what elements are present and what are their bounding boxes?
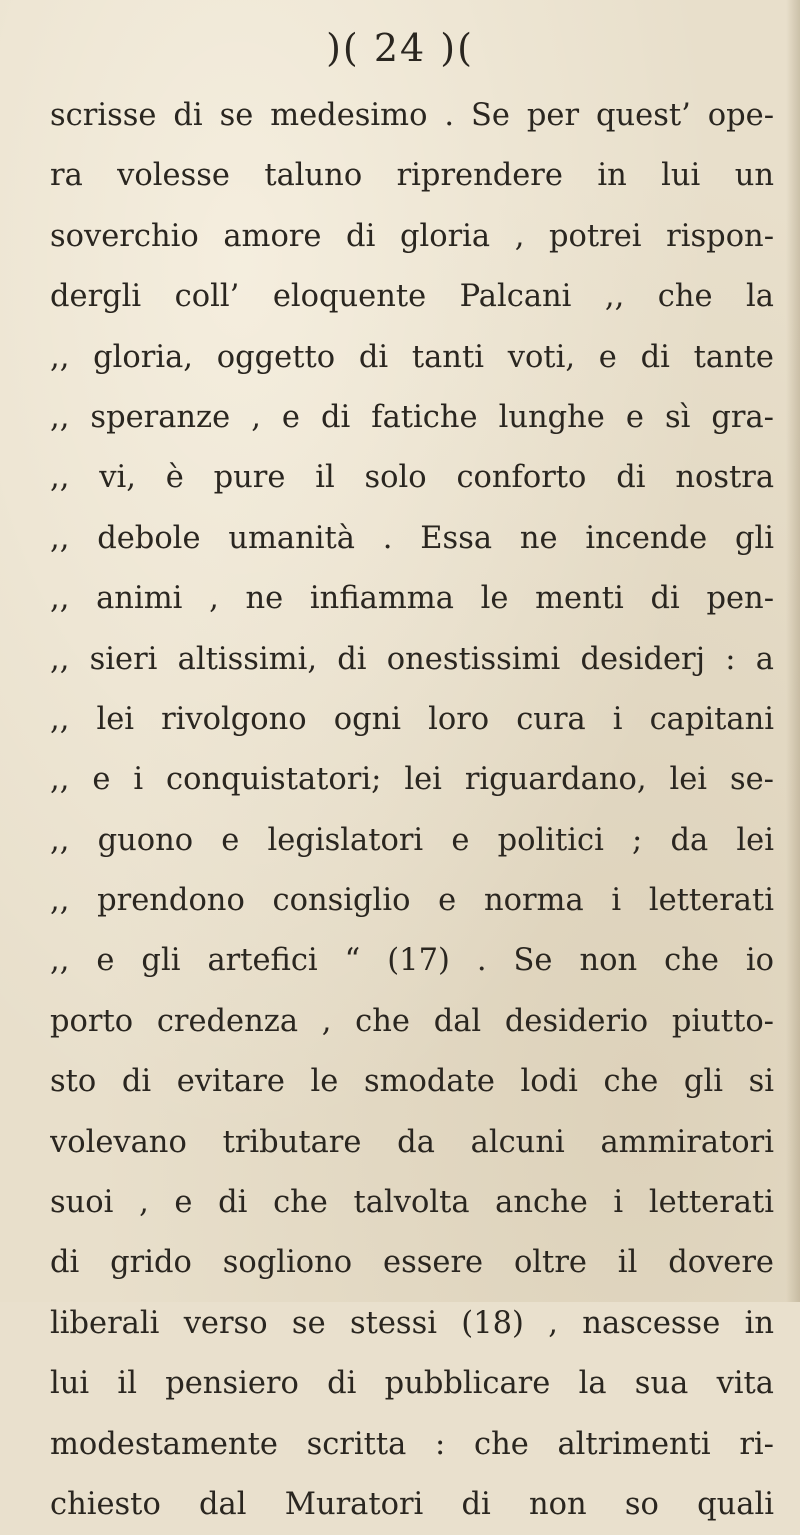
text-line-8: ,, debole umanità . Essa ne incende gli — [50, 520, 774, 556]
text-line-20: di grido sogliono essere oltre il dovere — [50, 1245, 774, 1281]
text-line-24: chiesto dal Muratori di non so quali — [50, 1486, 774, 1522]
text-line-18: volevano tributare da alcuni ammiratori — [50, 1124, 774, 1160]
text-line-21: liberali verso se stessi (18) , nascesse in — [50, 1305, 774, 1341]
text-line-14: ,, prendono consiglio e norma i letterati — [50, 883, 774, 919]
text-line-7: ,, vi, è pure il solo conforto di nostra — [50, 460, 774, 496]
text-line-12: ,, e i conquistatori; lei riguardano, lei se- — [50, 762, 774, 798]
page-number: )( 24 )( — [326, 26, 474, 70]
text-line-1: scrisse di se medesimo . Se per quest’ ope- — [50, 98, 774, 133]
body-text — [50, 86, 774, 1535]
text-line-2: ra volesse taluno riprendere in lui un — [50, 158, 774, 194]
text-line-6: ,, speranze , e di fatiche lunghe e sì gra- — [50, 399, 774, 435]
text-line-10: ,, sieri altissimi, di onestissimi desiderj : a — [50, 641, 774, 677]
text-line-16: porto credenza , che dal desiderio piutto- — [50, 1003, 774, 1039]
text-line-17: sto di evitare le smodate lodi che gli si — [50, 1064, 774, 1100]
text-line-5: ,, gloria, oggetto di tanti voti, e di tante — [50, 339, 774, 375]
text-line-11: ,, lei rivolgono ogni loro cura i capitani — [50, 701, 774, 737]
text-line-3: soverchio amore di gloria , potrei rispon- — [50, 218, 774, 254]
text-line-4: dergli coll’ eloquente Palcani ,, che la — [50, 279, 774, 315]
page-edge-shadow — [786, 0, 800, 1302]
text-line-22: lui il pensiero di pubblicare la sua vita — [50, 1366, 774, 1402]
text-line-13: ,, guono e legislatori e politici ; da lei — [50, 822, 774, 858]
text-line-15: ,, e gli artefici “ (17) . Se non che io — [50, 943, 774, 979]
text-line-9: ,, animi , ne infiamma le menti di pen- — [50, 581, 774, 617]
text-line-23: modestamente scritta : che altrimenti ri- — [50, 1426, 774, 1462]
text-line-19: suoi , e di che talvolta anche i letterati — [50, 1185, 774, 1221]
